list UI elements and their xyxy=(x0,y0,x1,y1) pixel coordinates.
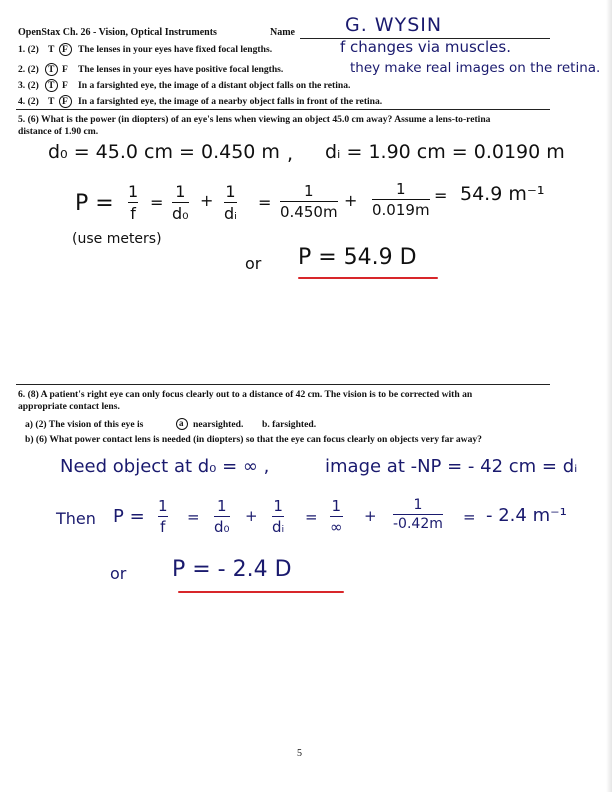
handwritten-final-answer: P = 54.9 D xyxy=(298,245,417,270)
denominator: 0.019m xyxy=(372,201,430,219)
true-option: T xyxy=(48,80,55,91)
numerator: 1 xyxy=(175,182,186,201)
numerator: 1 xyxy=(413,497,423,513)
handwritten-image-at: image at -NP = - 42 cm = dᵢ xyxy=(325,456,578,477)
fraction-bar xyxy=(372,199,430,200)
numerator: 1 xyxy=(273,497,283,515)
red-underline xyxy=(298,277,438,279)
fraction-one-over-042 xyxy=(393,497,443,532)
false-option: F xyxy=(62,96,68,107)
student-name: G. WYSIN xyxy=(345,14,443,36)
tf-statement: In a farsighted eye, the image of a distant object falls on the retina. xyxy=(78,80,351,91)
plus-sign: + xyxy=(364,507,377,525)
handwritten-need-object: Need object at d₀ = ∞ , xyxy=(60,456,270,477)
denominator: d₀ xyxy=(214,518,230,536)
fraction-one-over-infinity xyxy=(330,497,343,536)
numerator: 1 xyxy=(396,180,406,198)
numerator: 1 xyxy=(304,182,314,200)
answer-circle xyxy=(45,79,58,92)
fraction-one-over-do xyxy=(214,497,230,536)
tf-item-number: 1. (2) xyxy=(18,44,39,55)
fraction-one-over-0450 xyxy=(280,182,338,221)
fraction-one-over-di xyxy=(224,182,237,223)
fraction-one-over-di xyxy=(272,497,284,536)
answer-circle xyxy=(59,43,72,56)
fraction-bar xyxy=(214,516,230,517)
equals-sign: = xyxy=(150,193,164,212)
handwritten-then: Then xyxy=(56,509,96,528)
question-text: 5. (6) What is the power (in diopters) of an eye's lens when viewing an object 45.0 cm away? Assume a lens-to-retina xyxy=(18,114,491,125)
question-text: 6. (8) A patient's right eye can only focus clearly out to a distance of 42 cm. The vision is to be corrected with an xyxy=(18,389,473,400)
plus-sign: + xyxy=(200,191,214,210)
option-a-text: nearsighted. xyxy=(193,419,244,430)
tf-statement: The lenses in your eyes have positive focal lengths. xyxy=(78,64,284,75)
denominator: f xyxy=(160,518,166,536)
handwritten-note: they make real images on the retina. xyxy=(350,60,601,76)
part-a-text: a) (2) The vision of this eye is xyxy=(25,419,144,430)
fraction-one-over-f xyxy=(158,497,168,536)
handwritten-given-di: dᵢ = 1.90 cm = 0.0190 m xyxy=(325,141,565,163)
true-option: T xyxy=(48,44,55,55)
option-b-text: b. farsighted. xyxy=(262,419,317,430)
denominator: -0.42m xyxy=(393,516,443,532)
false-option: F xyxy=(62,64,68,75)
denominator: d₀ xyxy=(172,204,189,223)
denominator: dᵢ xyxy=(224,204,238,223)
tf-statement: In a farsighted eye, the image of a nearby object falls in front of the retina. xyxy=(78,96,383,107)
name-label: Name xyxy=(270,27,295,38)
page-number: 5 xyxy=(297,748,302,759)
question-text: appropriate contact lens. xyxy=(18,401,120,412)
plus-sign: + xyxy=(344,191,358,210)
equals-sign: = xyxy=(258,193,272,212)
handwritten-final-answer: P = - 2.4 D xyxy=(172,557,292,582)
equals-sign: = xyxy=(463,508,476,526)
fraction-bar xyxy=(128,202,138,203)
fraction-one-over-0019 xyxy=(372,180,430,219)
fraction-bar xyxy=(330,516,343,517)
answer-circle xyxy=(45,63,58,76)
section-divider xyxy=(16,384,550,385)
tf-item-number: 4. (2) xyxy=(18,96,39,107)
numerator: 1 xyxy=(158,497,168,515)
fraction-one-over-f xyxy=(128,182,138,223)
equals-sign: = xyxy=(434,186,448,205)
denominator: f xyxy=(130,204,136,223)
fraction-bar xyxy=(224,202,237,203)
fraction-bar xyxy=(272,516,284,517)
handwritten-note-use-meters: (use meters) xyxy=(72,231,162,247)
tf-item-number: 2. (2) xyxy=(18,64,39,75)
denominator: 0.450m xyxy=(280,203,338,221)
handwritten-comma: , xyxy=(287,143,294,165)
fraction-bar xyxy=(280,201,338,202)
handwritten-or: or xyxy=(245,254,262,273)
handwritten-power-label: P = xyxy=(75,191,114,216)
scan-edge-shadow xyxy=(606,0,612,792)
denominator: dᵢ xyxy=(272,518,285,536)
handwritten-result: 54.9 m⁻¹ xyxy=(460,183,545,205)
denominator: ∞ xyxy=(330,518,343,536)
fraction-bar xyxy=(158,516,168,517)
tf-statement: The lenses in your eyes have fixed focal lengths. xyxy=(78,44,273,55)
false-option: F xyxy=(62,80,68,91)
plus-sign: + xyxy=(245,507,258,525)
fraction-bar xyxy=(172,202,189,203)
equals-sign: = xyxy=(187,508,200,526)
numerator: 1 xyxy=(225,182,236,201)
true-option: T xyxy=(48,64,55,75)
option-a-letter: a xyxy=(179,418,184,428)
numerator: 1 xyxy=(128,182,139,201)
handwritten-result: - 2.4 m⁻¹ xyxy=(486,505,567,526)
handwritten-note: f changes via muscles. xyxy=(340,38,511,56)
handwritten-or: or xyxy=(110,564,127,583)
section-divider xyxy=(16,109,550,110)
answer-circle xyxy=(59,95,72,108)
question-text: distance of 1.90 cm. xyxy=(18,126,99,137)
handwritten-given-do: d₀ = 45.0 cm = 0.450 m xyxy=(48,141,280,163)
fraction-one-over-do xyxy=(172,182,189,223)
handwritten-power-label: P = xyxy=(113,506,145,527)
true-option: T xyxy=(48,96,55,107)
false-option: F xyxy=(62,44,68,55)
tf-item-number: 3. (2) xyxy=(18,80,39,91)
numerator: 1 xyxy=(331,497,342,515)
worksheet-title: OpenStax Ch. 26 - Vision, Optical Instruments xyxy=(18,27,217,38)
part-b-text: b) (6) What power contact lens is needed (in diopters) so that the eye can focus clearly on objects very far away? xyxy=(25,434,482,445)
fraction-bar xyxy=(393,514,443,515)
red-underline xyxy=(178,591,344,593)
equals-sign: = xyxy=(305,508,318,526)
numerator: 1 xyxy=(217,497,227,515)
